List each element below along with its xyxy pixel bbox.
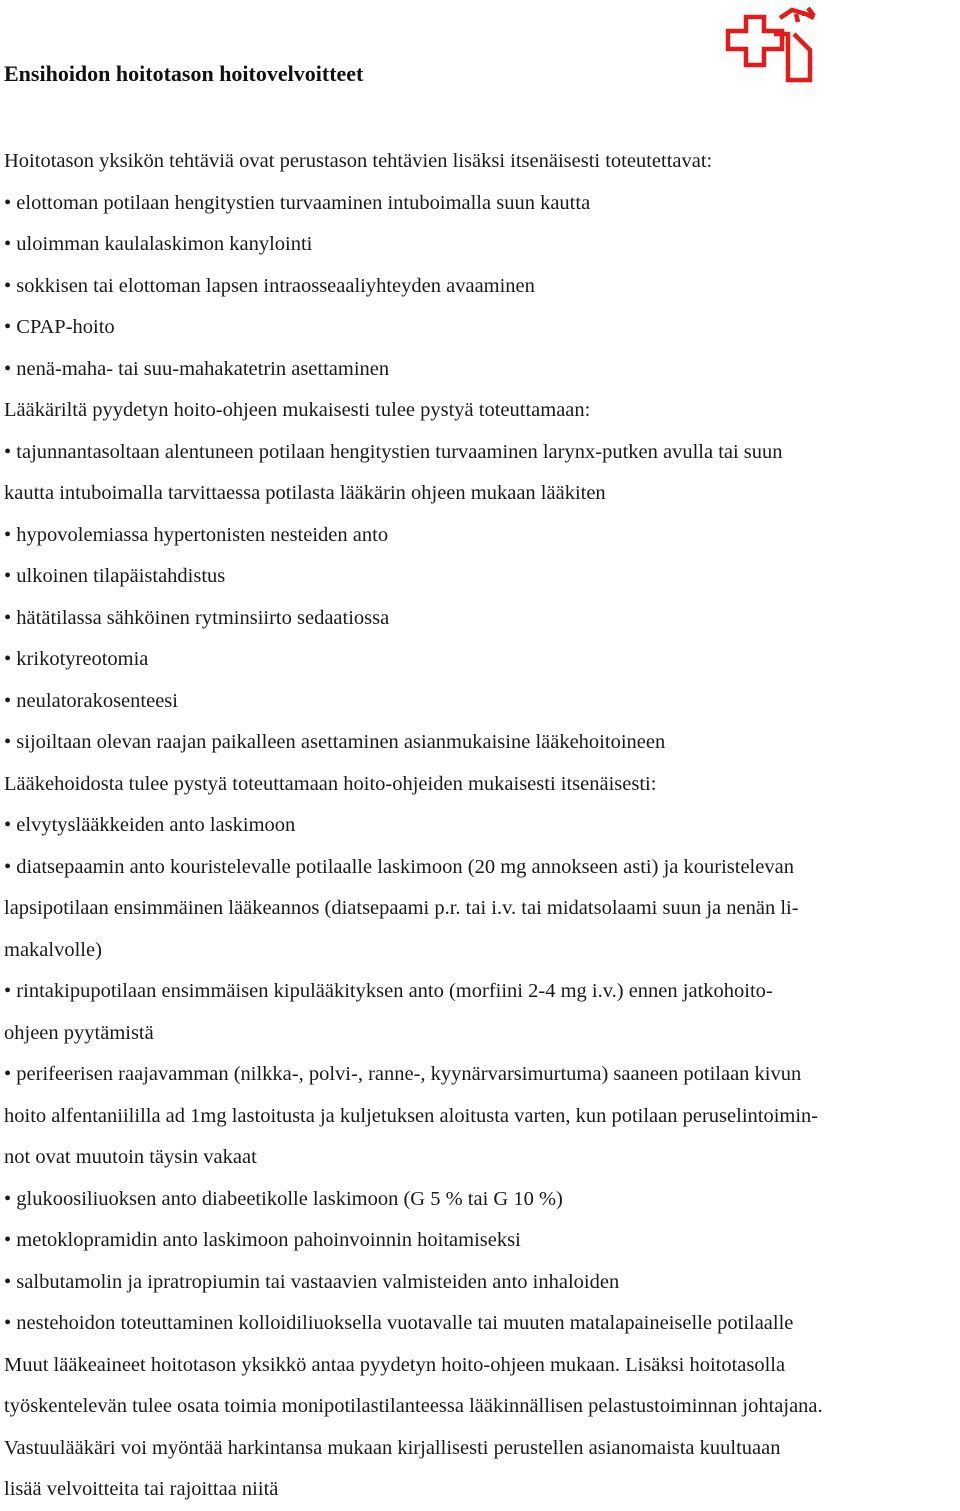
list-item: • hätätilassa sähköinen rytminsiirto sedaatiossa [4, 606, 390, 629]
list-item-continuation: makalvolle) [4, 938, 102, 961]
list-item-continuation: not ovat muutoin täysin vakaat [4, 1146, 257, 1168]
section-heading-line: Lääkäriltä pyydetyn hoito-ohjeen mukaisesti tulee pystyä toteuttamaan: [4, 399, 591, 421]
closing-text-line: lisää velvoitteita tai rajoittaa niitä [4, 1478, 279, 1500]
red-cross-emblem-icon [722, 4, 820, 84]
list-item: • hypovolemiassa hypertonisten nesteiden anto [4, 523, 389, 546]
list-item: • salbutamolin ja ipratropiumin tai vastaavien valmisteiden anto inhaloiden [4, 1270, 620, 1293]
list-item: • metoklopramidin anto laskimoon pahoinvoinnin hoitamiseksi [4, 1229, 521, 1251]
list-item: • uloimman kaulalaskimon kanylointi [4, 233, 313, 255]
list-item: • krikotyreotomia [4, 648, 149, 670]
list-item: • CPAP-hoito [4, 316, 115, 338]
list-item: • glukoosiliuoksen anto diabeetikolle laskimoon (G 5 % tai G 10 %) [4, 1187, 563, 1210]
section-heading-line: Lääkehoidosta tulee pystyä toteuttamaan hoito-ohjeiden mukaisesti itsenäisesti: [4, 772, 657, 795]
list-item-continuation: lapsipotilaan ensimmäinen lääkeannos (diatsepaami p.r. tai i.v. tai midatsolaami suun ja nenän li- [4, 897, 799, 919]
list-item: • elvytyslääkkeiden anto laskimoon [4, 814, 296, 836]
list-item: • tajunnantasoltaan alentuneen potilaan hengitystien turvaaminen larynx-putken avulla tai suun [4, 440, 783, 463]
list-item: • neulatorakosenteesi [4, 689, 178, 712]
closing-text-line: työskentelevän tulee osata toimia monipotilastilanteessa lääkinnällisen pelastustoiminnan johtajana. [4, 1395, 823, 1417]
closing-text-line: Muut lääkeaineet hoitotason yksikkö antaa pyydetyn hoito-ohjeen mukaan. Lisäksi hoitotasolla [4, 1353, 786, 1376]
list-item: • nestehoidon toteuttaminen kolloidiliuoksella vuotavalle tai muuten matalapaineiselle potilaalle [4, 1312, 794, 1334]
list-item-continuation: ohjeen pyytämistä [4, 1021, 154, 1044]
list-item: • elottoman potilaan hengitystien turvaaminen intuboimalla suun kautta [4, 191, 591, 214]
closing-text-line: Vastuulääkäri voi myöntää harkintansa mukaan kirjallisesti perustellen asianomaista kuultuaan [4, 1436, 781, 1459]
list-item: • perifeerisen raajavamman (nilkka-, polvi-, ranne-, kyynärvarsimurtuma) saaneen potilaan kivun [4, 1063, 802, 1085]
list-item: • nenä-maha- tai suu-mahakatetrin asettaminen [4, 357, 390, 380]
list-item: • rintakipupotilaan ensimmäisen kipulääkityksen anto (morfiini 2-4 mg i.v.) ennen jatkohoito- [4, 980, 773, 1002]
list-item: • ulkoinen tilapäistahdistus [4, 565, 226, 587]
list-item: • sokkisen tai elottoman lapsen intraosseaaliyhteyden avaaminen [4, 274, 535, 297]
intro-text-line: Hoitotason yksikön tehtäviä ovat perustason tehtävien lisäksi itsenäisesti toteutettavat: [4, 150, 713, 172]
list-item: • sijoiltaan olevan raajan paikalleen asettaminen asianmukaisine lääkehoitoineen [4, 731, 666, 753]
list-item-continuation: kautta intuboimalla tarvittaessa potilasta lääkärin ohjeen mukaan lääkiten [4, 482, 606, 504]
document-body [4, 141, 960, 1511]
page-title: Ensihoidon hoitotason hoitovelvoitteet [4, 61, 364, 86]
list-item-continuation: hoito alfentaniililla ad 1mg lastoitusta ja kuljetuksen aloitusta varten, kun potilaan peruselintoimin- [4, 1104, 819, 1127]
list-item: • diatsepaamin anto kouristelevalle potilaalle laskimoon (20 mg annokseen asti) ja kouristelevan [4, 855, 794, 878]
